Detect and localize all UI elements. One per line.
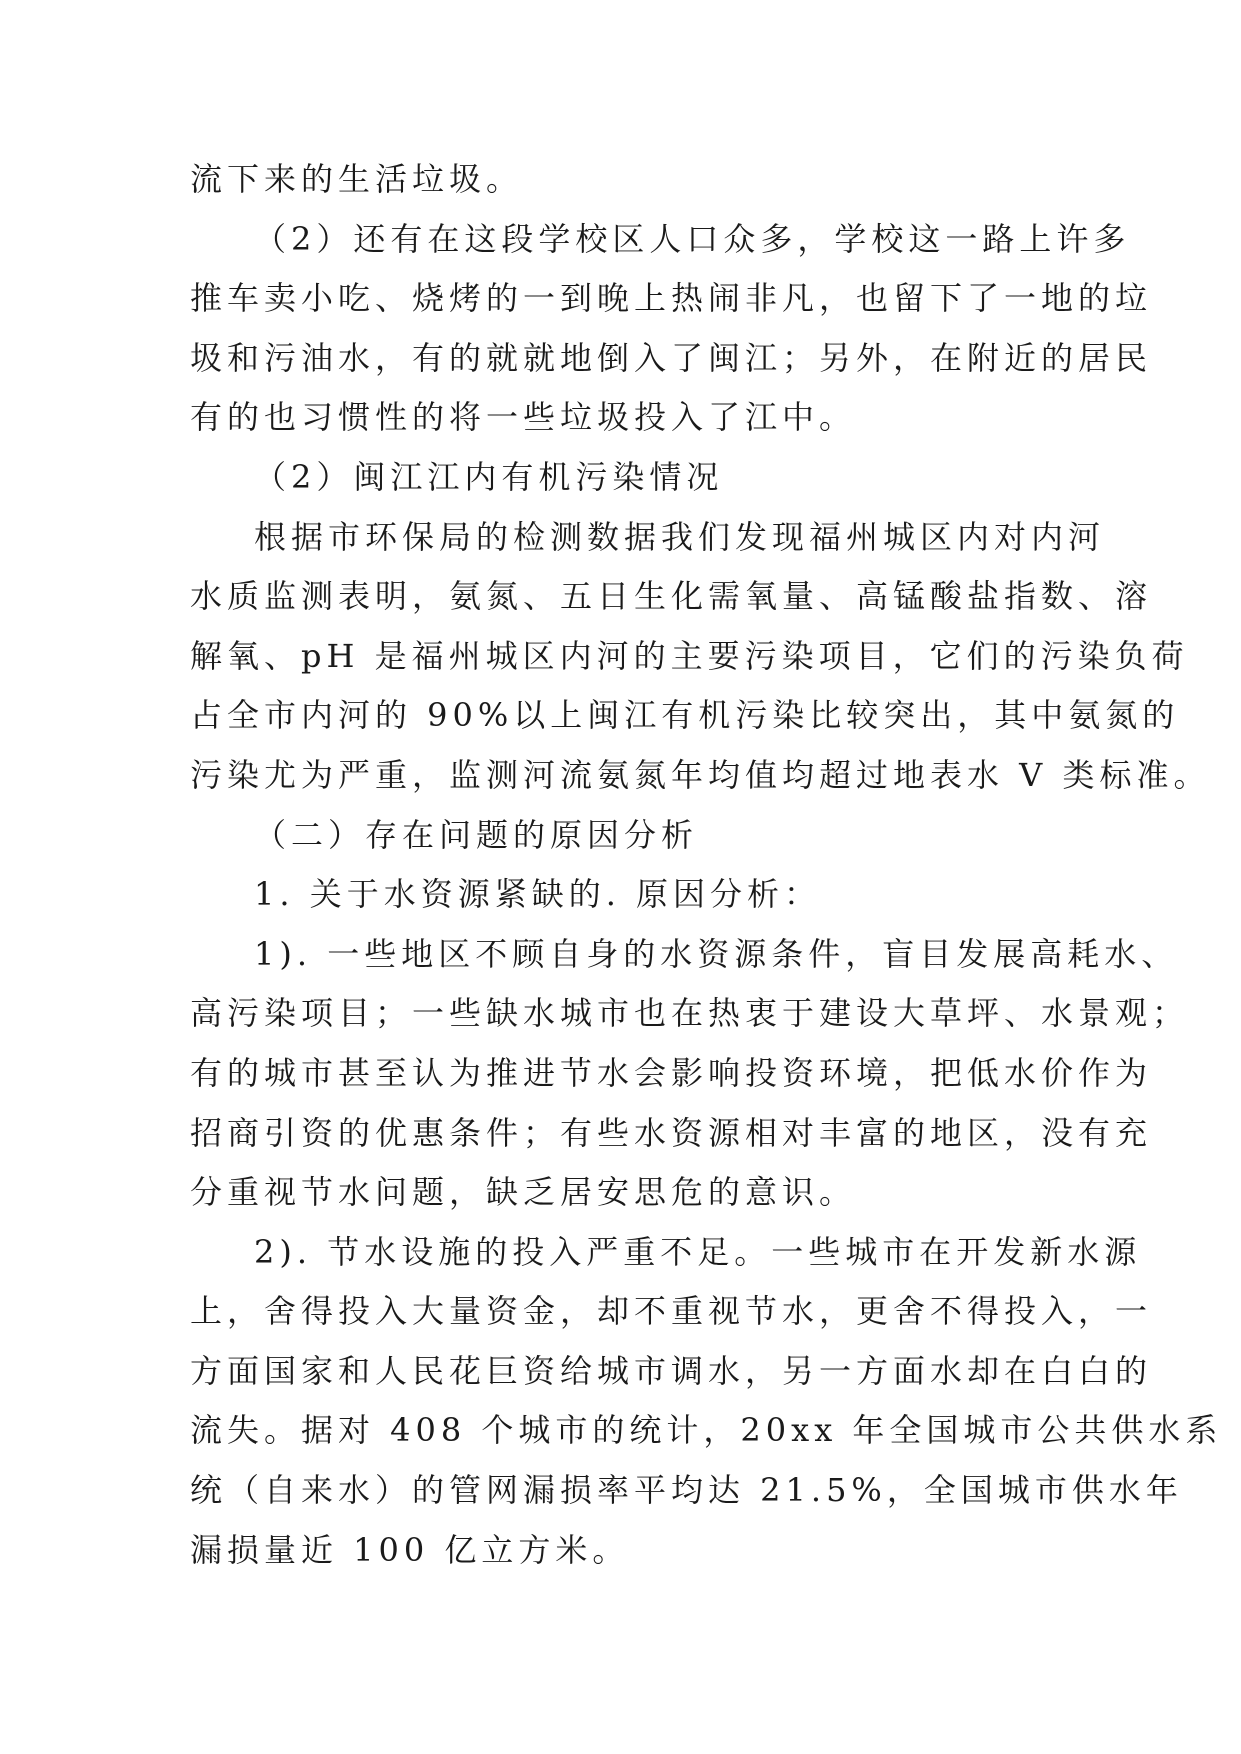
- text-line: 2). 节水设施的投入严重不足。一些城市在开发新水源: [254, 1232, 1142, 1271]
- text-line: 有的也习惯性的将一些垃圾投入了江中。: [190, 398, 857, 437]
- section-heading: （2）闽江江内有机污染情况: [254, 457, 724, 496]
- text-line: 方面国家和人民花巨资给城市调水，另一方面水却在白白的: [190, 1351, 1153, 1390]
- text-line: 污染尤为严重，监测河流氨氮年均值均超过地表水 V 类标准。: [190, 755, 1211, 794]
- text-line: 招商引资的优惠条件；有些水资源相对丰富的地区，没有充: [190, 1113, 1153, 1152]
- text-line: 高污染项目；一些缺水城市也在热衷于建设大草坪、水景观；: [190, 994, 1190, 1033]
- text-line: 推车卖小吃、烧烤的一到晚上热闹非凡，也留下了一地的垃: [190, 279, 1153, 318]
- text-line: 有的城市甚至认为推进节水会影响投资环境，把低水价作为: [190, 1053, 1153, 1092]
- text-line: 占全市内河的 90%以上闽江有机污染比较突出，其中氨氮的: [190, 696, 1180, 735]
- text-line: （2）还有在这段学校区人口众多，学校这一路上许多: [254, 219, 1131, 258]
- subsection-heading: 1. 关于水资源紧缺的. 原因分析：: [254, 875, 822, 914]
- text-line: 漏损量近 100 亿立方米。: [190, 1530, 630, 1569]
- text-line: 统（自来水）的管网漏损率平均达 21.5%，全国城市供水年: [190, 1471, 1183, 1510]
- text-line: 上，舍得投入大量资金，却不重视节水，更舍不得投入，一: [190, 1292, 1153, 1331]
- text-line: 流下来的生活垃圾。: [190, 160, 524, 198]
- text-line: 1). 一些地区不顾自身的水资源条件，盲目发展高耗水、: [254, 934, 1179, 973]
- text-line: 水质监测表明，氨氮、五日生化需氧量、高锰酸盐指数、溶: [190, 577, 1153, 616]
- text-line: 分重视节水问题，缺乏居安思危的意识。: [190, 1173, 857, 1212]
- section-heading: （二）存在问题的原因分析: [254, 815, 699, 854]
- text-line: 流失。据对 408 个城市的统计，20xx 年全国城市公共供水系: [190, 1411, 1223, 1450]
- text-line: 圾和污油水，有的就就地倒入了闽江；另外，在附近的居民: [190, 338, 1153, 377]
- text-line: 根据市环保局的检测数据我们发现福州城区内对内河: [254, 517, 1106, 556]
- document-body: [190, 150, 1223, 1580]
- text-line: 解氧、pH 是福州城区内河的主要污染项目，它们的污染负荷: [190, 636, 1189, 675]
